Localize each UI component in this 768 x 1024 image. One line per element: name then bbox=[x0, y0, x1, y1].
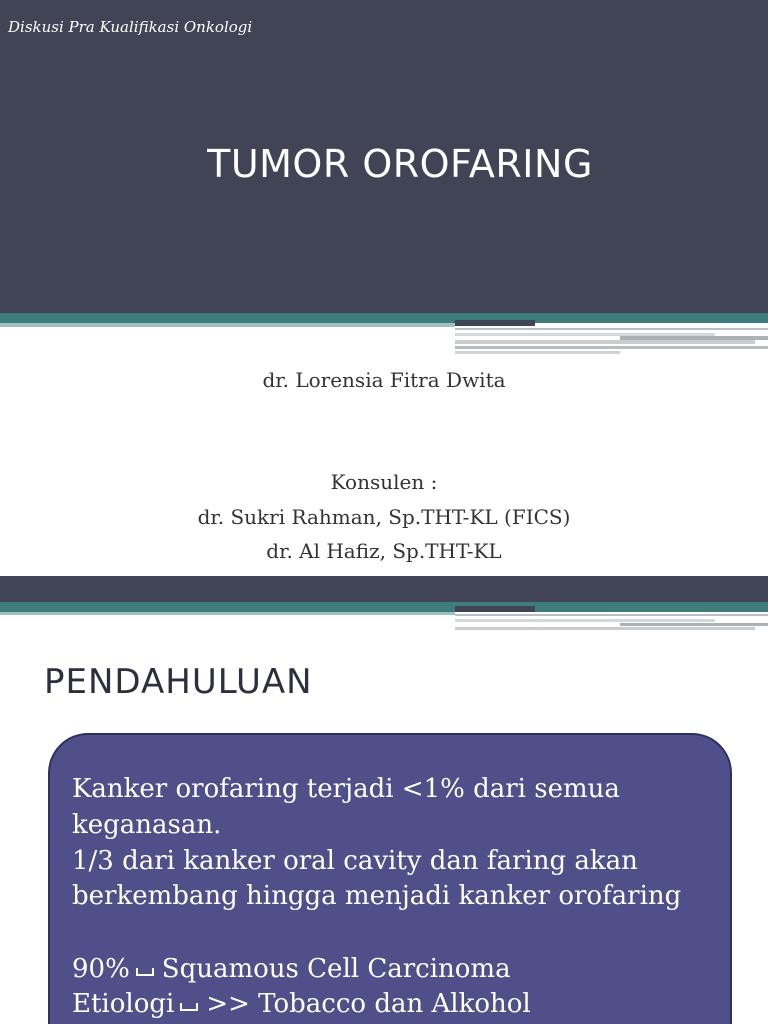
fact-left: 90% bbox=[72, 954, 130, 984]
fact-left: Etiologi bbox=[72, 989, 175, 1019]
konsulen-name: dr. Sukri Rahman, Sp.THT-KL (FICS) bbox=[197, 505, 571, 529]
right-arrow-icon bbox=[180, 1003, 198, 1011]
presentation-label: Diskusi Pra Kualifikasi Onkologi bbox=[8, 18, 253, 36]
title-header-band bbox=[0, 0, 768, 313]
fact-right: >> Tobacco dan Alkohol bbox=[206, 989, 531, 1019]
fact-right: Squamous Cell Carcinoma bbox=[161, 954, 511, 984]
content-slide bbox=[0, 576, 768, 1024]
konsulen-name: dr. Al Hafiz, Sp.THT-KL bbox=[266, 539, 502, 563]
presenter-name: dr. Lorensia Fitra Dwita bbox=[262, 368, 506, 392]
right-arrow-icon bbox=[136, 968, 154, 976]
fact-line bbox=[72, 954, 511, 984]
top-band bbox=[0, 576, 768, 602]
fact-line bbox=[72, 989, 531, 1019]
section-heading: PENDAHULUAN bbox=[44, 662, 313, 702]
slide-title: TUMOR OROFARING bbox=[207, 142, 593, 186]
body-line: keganasan. bbox=[72, 810, 222, 840]
body-line: berkembang hingga menjadi kanker orofaring bbox=[72, 881, 682, 911]
konsulen-label: Konsulen : bbox=[330, 470, 438, 494]
body-line: Kanker orofaring terjadi <1% dari semua bbox=[72, 774, 620, 804]
body-line: 1/3 dari kanker oral cavity dan faring akan bbox=[72, 846, 638, 876]
